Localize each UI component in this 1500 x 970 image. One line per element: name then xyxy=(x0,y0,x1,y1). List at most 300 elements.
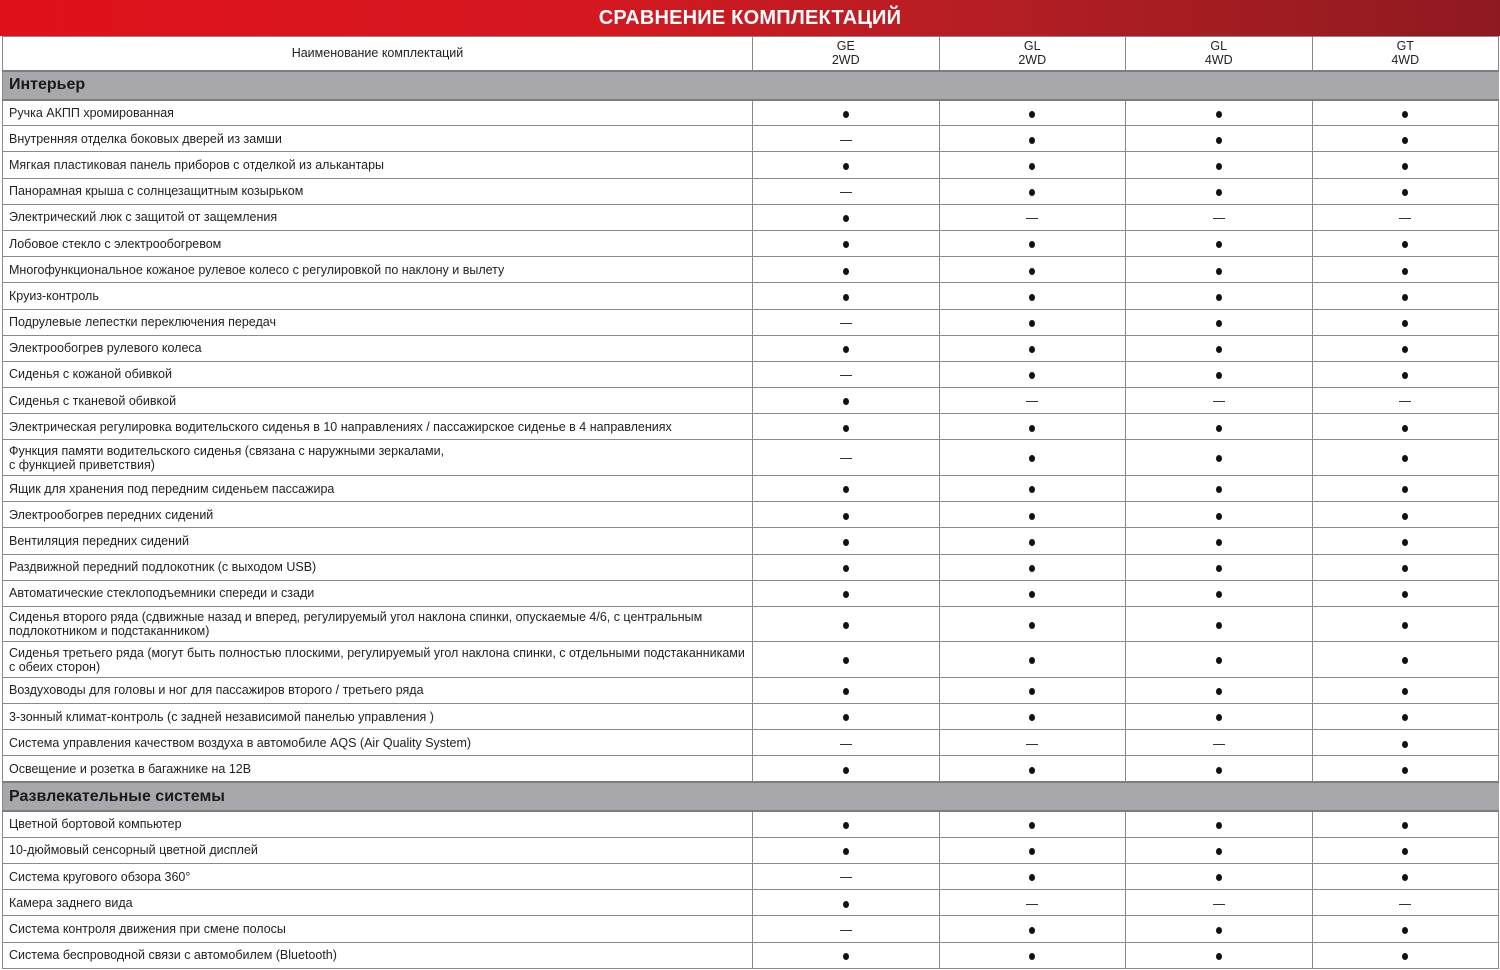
header-variant-gt-4wd xyxy=(1312,37,1499,71)
feature-availability-cell xyxy=(939,388,1126,414)
table-row xyxy=(3,890,1499,916)
feature-name: Ящик для хранения под передним сиденьем пассажира xyxy=(3,475,753,501)
included-dot-icon xyxy=(1029,848,1035,855)
feature-availability-cell xyxy=(753,440,940,476)
feature-name: Функция памяти водительского сиденья (связана с наружными зеркалами, с функцией приветствия) xyxy=(3,440,753,476)
table-row xyxy=(3,309,1499,335)
table-row xyxy=(3,730,1499,756)
not-included-dash-icon xyxy=(1399,401,1411,402)
comparison-table xyxy=(2,36,1499,969)
table-row xyxy=(3,756,1499,782)
feature-availability-cell xyxy=(1312,528,1499,554)
feature-availability-cell xyxy=(939,178,1126,204)
feature-availability-cell xyxy=(939,580,1126,606)
included-dot-icon xyxy=(1402,486,1408,493)
not-included-dash-icon xyxy=(1399,904,1411,905)
included-dot-icon xyxy=(1029,657,1035,664)
included-dot-icon xyxy=(1029,714,1035,721)
included-dot-icon xyxy=(1402,953,1408,960)
feature-name: Камера заднего вида xyxy=(3,890,753,916)
included-dot-icon xyxy=(1216,657,1222,664)
included-dot-icon xyxy=(843,346,849,353)
feature-name: Внутренняя отделка боковых дверей из замши xyxy=(3,126,753,152)
feature-availability-cell xyxy=(1126,730,1313,756)
included-dot-icon xyxy=(1216,486,1222,493)
section-title: Развлекательные системы xyxy=(3,782,753,811)
feature-availability-cell xyxy=(753,178,940,204)
included-dot-icon xyxy=(843,822,849,829)
feature-availability-cell xyxy=(939,335,1126,361)
feature-availability-cell xyxy=(1126,704,1313,730)
title-bar xyxy=(0,0,1500,36)
feature-availability-cell xyxy=(1126,606,1313,642)
table-row xyxy=(3,152,1499,178)
feature-name: Многофункциональное кожаное рулевое колесо с регулировкой по наклону и вылету xyxy=(3,257,753,283)
feature-name: Освещение и розетка в багажнике на 12В xyxy=(3,756,753,782)
feature-availability-cell xyxy=(1312,730,1499,756)
included-dot-icon xyxy=(1216,953,1222,960)
feature-availability-cell xyxy=(939,126,1126,152)
included-dot-icon xyxy=(1029,268,1035,275)
not-included-dash-icon xyxy=(1213,744,1225,745)
feature-availability-cell xyxy=(1126,440,1313,476)
variant-model: GE xyxy=(836,39,855,54)
included-dot-icon xyxy=(1029,111,1035,118)
feature-availability-cell xyxy=(1312,580,1499,606)
table-row xyxy=(3,502,1499,528)
feature-availability-cell xyxy=(753,890,940,916)
table-row xyxy=(3,257,1499,283)
included-dot-icon xyxy=(1216,111,1222,118)
feature-name: Система контроля движения при смене полосы xyxy=(3,916,753,942)
feature-name: Электрообогрев передних сидений xyxy=(3,502,753,528)
feature-name: Сиденья с кожаной обивкой xyxy=(3,361,753,387)
table-row xyxy=(3,864,1499,890)
feature-availability-cell xyxy=(1126,528,1313,554)
feature-availability-cell xyxy=(753,642,940,678)
table-row xyxy=(3,414,1499,440)
feature-availability-cell xyxy=(753,475,940,501)
feature-availability-cell xyxy=(939,916,1126,942)
header-variant-gl-4wd xyxy=(1126,37,1313,71)
table-row xyxy=(3,837,1499,863)
included-dot-icon xyxy=(843,622,849,629)
table-row xyxy=(3,704,1499,730)
included-dot-icon xyxy=(1216,591,1222,598)
feature-availability-cell xyxy=(1126,361,1313,387)
feature-availability-cell xyxy=(939,440,1126,476)
not-included-dash-icon xyxy=(1026,744,1038,745)
included-dot-icon xyxy=(1029,874,1035,881)
table-row xyxy=(3,642,1499,678)
not-included-dash-icon xyxy=(840,877,852,878)
feature-name: Сиденья с тканевой обивкой xyxy=(3,388,753,414)
variant-drive: 4WD xyxy=(1204,53,1233,68)
feature-availability-cell xyxy=(1312,440,1499,476)
feature-availability-cell xyxy=(939,756,1126,782)
feature-availability-cell xyxy=(753,502,940,528)
feature-availability-cell xyxy=(939,309,1126,335)
included-dot-icon xyxy=(843,848,849,855)
included-dot-icon xyxy=(1216,241,1222,248)
feature-availability-cell xyxy=(1126,335,1313,361)
section-header-row xyxy=(3,782,1499,811)
feature-availability-cell xyxy=(753,837,940,863)
feature-availability-cell xyxy=(939,642,1126,678)
feature-availability-cell xyxy=(753,677,940,703)
feature-name: Цветной бортовой компьютер xyxy=(3,811,753,837)
feature-name: Сиденья третьего ряда (могут быть полностью плоскими, регулируемый угол наклона спинки, с отдельными подстаканниками с обеих сторон) xyxy=(3,642,753,678)
section-fill-cell xyxy=(1312,782,1499,811)
feature-availability-cell xyxy=(1126,475,1313,501)
included-dot-icon xyxy=(843,539,849,546)
table-row xyxy=(3,606,1499,642)
feature-availability-cell xyxy=(1312,704,1499,730)
feature-availability-cell xyxy=(939,100,1126,126)
feature-availability-cell xyxy=(1312,837,1499,863)
feature-availability-cell xyxy=(1126,580,1313,606)
feature-availability-cell xyxy=(939,257,1126,283)
feature-availability-cell xyxy=(753,414,940,440)
feature-availability-cell xyxy=(753,811,940,837)
table-row xyxy=(3,942,1499,968)
feature-availability-cell xyxy=(1312,642,1499,678)
included-dot-icon xyxy=(1216,294,1222,301)
feature-availability-cell xyxy=(1126,309,1313,335)
feature-availability-cell xyxy=(1126,126,1313,152)
feature-availability-cell xyxy=(1126,756,1313,782)
section-fill-cell xyxy=(1312,71,1499,100)
feature-availability-cell xyxy=(1126,642,1313,678)
included-dot-icon xyxy=(1402,455,1408,462)
table-row xyxy=(3,475,1499,501)
feature-availability-cell xyxy=(1126,204,1313,230)
not-included-dash-icon xyxy=(1399,218,1411,219)
included-dot-icon xyxy=(1216,137,1222,144)
feature-availability-cell xyxy=(1126,554,1313,580)
feature-availability-cell xyxy=(1126,100,1313,126)
included-dot-icon xyxy=(843,215,849,222)
feature-availability-cell xyxy=(1126,942,1313,968)
feature-availability-cell xyxy=(753,554,940,580)
not-included-dash-icon xyxy=(840,140,852,141)
not-included-dash-icon xyxy=(840,458,852,459)
feature-name: Автоматические стеклоподъемники спереди и сзади xyxy=(3,580,753,606)
feature-availability-cell xyxy=(939,677,1126,703)
included-dot-icon xyxy=(1402,111,1408,118)
table-row xyxy=(3,580,1499,606)
feature-availability-cell xyxy=(1126,502,1313,528)
not-included-dash-icon xyxy=(1026,904,1038,905)
table-row xyxy=(3,283,1499,309)
included-dot-icon xyxy=(1029,294,1035,301)
feature-name: 10-дюймовый сенсорный цветной дисплей xyxy=(3,837,753,863)
included-dot-icon xyxy=(1029,688,1035,695)
included-dot-icon xyxy=(1402,189,1408,196)
included-dot-icon xyxy=(1402,513,1408,520)
table-row xyxy=(3,100,1499,126)
included-dot-icon xyxy=(1402,767,1408,774)
feature-name: Воздуховоды для головы и ног для пассажиров второго / третьего ряда xyxy=(3,677,753,703)
included-dot-icon xyxy=(1216,539,1222,546)
feature-name: Вентиляция передних сидений xyxy=(3,528,753,554)
header-row xyxy=(3,37,1499,71)
feature-availability-cell xyxy=(1126,890,1313,916)
feature-name: Лобовое стекло с электрообогревом xyxy=(3,230,753,256)
feature-availability-cell xyxy=(753,283,940,309)
table-row xyxy=(3,335,1499,361)
not-included-dash-icon xyxy=(840,323,852,324)
feature-availability-cell xyxy=(753,528,940,554)
feature-name: Панорамная крыша с солнцезащитным козырьком xyxy=(3,178,753,204)
included-dot-icon xyxy=(843,486,849,493)
section-fill-cell xyxy=(753,782,940,811)
included-dot-icon xyxy=(843,901,849,908)
feature-name: Система управления качеством воздуха в автомобиле AQS (Air Quality System) xyxy=(3,730,753,756)
included-dot-icon xyxy=(843,111,849,118)
not-included-dash-icon xyxy=(1213,904,1225,905)
feature-availability-cell xyxy=(1312,756,1499,782)
section-title: Интерьер xyxy=(3,71,753,100)
feature-availability-cell xyxy=(1312,502,1499,528)
not-included-dash-icon xyxy=(1213,401,1225,402)
included-dot-icon xyxy=(1402,688,1408,695)
feature-availability-cell xyxy=(1312,388,1499,414)
included-dot-icon xyxy=(1029,346,1035,353)
included-dot-icon xyxy=(1029,241,1035,248)
variant-model: GL xyxy=(1210,39,1228,54)
feature-availability-cell xyxy=(753,204,940,230)
included-dot-icon xyxy=(1029,927,1035,934)
included-dot-icon xyxy=(1402,848,1408,855)
feature-availability-cell xyxy=(939,152,1126,178)
included-dot-icon xyxy=(1402,927,1408,934)
table-row xyxy=(3,440,1499,476)
feature-availability-cell xyxy=(939,864,1126,890)
feature-availability-cell xyxy=(1312,942,1499,968)
not-included-dash-icon xyxy=(840,930,852,931)
feature-name: 3-зонный климат-контроль (с задней независимой панелью управления ) xyxy=(3,704,753,730)
included-dot-icon xyxy=(1402,591,1408,598)
included-dot-icon xyxy=(1216,513,1222,520)
table-row xyxy=(3,677,1499,703)
included-dot-icon xyxy=(1029,320,1035,327)
feature-availability-cell xyxy=(939,204,1126,230)
feature-availability-cell xyxy=(1126,283,1313,309)
feature-name: Сиденья второго ряда (сдвижные назад и вперед, регулируемый угол наклона спинки, опускаемые 4/6, с центральным подлокотником и подстаканником) xyxy=(3,606,753,642)
feature-availability-cell xyxy=(1312,475,1499,501)
feature-availability-cell xyxy=(1312,126,1499,152)
feature-name: Электрический люк с защитой от защемления xyxy=(3,204,753,230)
feature-availability-cell xyxy=(753,916,940,942)
included-dot-icon xyxy=(1216,320,1222,327)
included-dot-icon xyxy=(1402,294,1408,301)
table-row xyxy=(3,554,1499,580)
feature-availability-cell xyxy=(939,942,1126,968)
included-dot-icon xyxy=(1216,268,1222,275)
table-row xyxy=(3,916,1499,942)
feature-availability-cell xyxy=(1312,811,1499,837)
included-dot-icon xyxy=(1216,372,1222,379)
feature-availability-cell xyxy=(753,100,940,126)
feature-availability-cell xyxy=(1312,309,1499,335)
header-name-column: Наименование комплектаций xyxy=(3,37,753,71)
feature-name: Ручка АКПП хромированная xyxy=(3,100,753,126)
page-title: СРАВНЕНИЕ КОМПЛЕКТАЦИЙ xyxy=(598,6,902,29)
feature-availability-cell xyxy=(753,361,940,387)
variant-drive: 2WD xyxy=(1018,53,1047,68)
section-fill-cell xyxy=(1126,782,1313,811)
feature-availability-cell xyxy=(1126,811,1313,837)
feature-availability-cell xyxy=(1312,606,1499,642)
included-dot-icon xyxy=(843,398,849,405)
included-dot-icon xyxy=(843,688,849,695)
feature-availability-cell xyxy=(1312,890,1499,916)
feature-availability-cell xyxy=(1312,554,1499,580)
included-dot-icon xyxy=(1029,622,1035,629)
feature-availability-cell xyxy=(753,335,940,361)
feature-availability-cell xyxy=(753,730,940,756)
feature-availability-cell xyxy=(1312,283,1499,309)
feature-availability-cell xyxy=(939,475,1126,501)
included-dot-icon xyxy=(1402,874,1408,881)
feature-availability-cell xyxy=(1312,677,1499,703)
included-dot-icon xyxy=(1216,927,1222,934)
feature-availability-cell xyxy=(1126,414,1313,440)
feature-name: Раздвижной передний подлокотник (с выходом USB) xyxy=(3,554,753,580)
section-fill-cell xyxy=(939,71,1126,100)
included-dot-icon xyxy=(1029,372,1035,379)
feature-availability-cell xyxy=(939,230,1126,256)
included-dot-icon xyxy=(1402,163,1408,170)
feature-availability-cell xyxy=(1312,916,1499,942)
included-dot-icon xyxy=(1029,565,1035,572)
table-row xyxy=(3,388,1499,414)
feature-availability-cell xyxy=(753,388,940,414)
included-dot-icon xyxy=(843,163,849,170)
feature-availability-cell xyxy=(1126,677,1313,703)
feature-availability-cell xyxy=(753,942,940,968)
included-dot-icon xyxy=(843,425,849,432)
feature-availability-cell xyxy=(1126,837,1313,863)
not-included-dash-icon xyxy=(1026,218,1038,219)
included-dot-icon xyxy=(1029,513,1035,520)
included-dot-icon xyxy=(1216,767,1222,774)
feature-name: Круиз-контроль xyxy=(3,283,753,309)
table-row xyxy=(3,178,1499,204)
included-dot-icon xyxy=(1029,486,1035,493)
feature-availability-cell xyxy=(1126,178,1313,204)
feature-availability-cell xyxy=(1312,230,1499,256)
feature-availability-cell xyxy=(1126,388,1313,414)
included-dot-icon xyxy=(1216,189,1222,196)
feature-name: Подрулевые лепестки переключения передач xyxy=(3,309,753,335)
feature-availability-cell xyxy=(939,704,1126,730)
included-dot-icon xyxy=(1402,346,1408,353)
included-dot-icon xyxy=(1029,539,1035,546)
included-dot-icon xyxy=(1402,372,1408,379)
feature-availability-cell xyxy=(753,152,940,178)
not-included-dash-icon xyxy=(840,192,852,193)
not-included-dash-icon xyxy=(840,375,852,376)
feature-availability-cell xyxy=(1312,335,1499,361)
included-dot-icon xyxy=(843,714,849,721)
included-dot-icon xyxy=(1402,822,1408,829)
included-dot-icon xyxy=(1216,455,1222,462)
feature-availability-cell xyxy=(939,502,1126,528)
feature-availability-cell xyxy=(939,414,1126,440)
included-dot-icon xyxy=(1029,455,1035,462)
included-dot-icon xyxy=(1402,137,1408,144)
feature-availability-cell xyxy=(1312,257,1499,283)
included-dot-icon xyxy=(843,657,849,664)
feature-availability-cell xyxy=(753,756,940,782)
included-dot-icon xyxy=(843,241,849,248)
included-dot-icon xyxy=(1402,425,1408,432)
feature-availability-cell xyxy=(939,811,1126,837)
included-dot-icon xyxy=(843,268,849,275)
included-dot-icon xyxy=(1402,539,1408,546)
feature-availability-cell xyxy=(939,890,1126,916)
included-dot-icon xyxy=(1216,874,1222,881)
included-dot-icon xyxy=(1216,163,1222,170)
feature-name: Электрическая регулировка водительского сиденья в 10 направлениях / пассажирское сиденье в 4 направлениях xyxy=(3,414,753,440)
table-row xyxy=(3,230,1499,256)
feature-availability-cell xyxy=(753,309,940,335)
feature-availability-cell xyxy=(1126,864,1313,890)
feature-availability-cell xyxy=(1126,916,1313,942)
table-row xyxy=(3,361,1499,387)
included-dot-icon xyxy=(1216,714,1222,721)
variant-model: GT xyxy=(1396,39,1414,54)
feature-availability-cell xyxy=(939,554,1126,580)
table-row xyxy=(3,126,1499,152)
variant-drive: 4WD xyxy=(1391,53,1420,68)
feature-availability-cell xyxy=(939,528,1126,554)
feature-availability-cell xyxy=(753,126,940,152)
feature-availability-cell xyxy=(1312,100,1499,126)
feature-availability-cell xyxy=(753,257,940,283)
header-variant-gl-2wd xyxy=(939,37,1126,71)
included-dot-icon xyxy=(843,591,849,598)
feature-availability-cell xyxy=(753,230,940,256)
feature-availability-cell xyxy=(1312,414,1499,440)
feature-availability-cell xyxy=(1312,152,1499,178)
included-dot-icon xyxy=(1029,767,1035,774)
feature-availability-cell xyxy=(1126,257,1313,283)
table-row xyxy=(3,528,1499,554)
included-dot-icon xyxy=(1216,565,1222,572)
included-dot-icon xyxy=(1402,622,1408,629)
feature-availability-cell xyxy=(753,864,940,890)
feature-availability-cell xyxy=(939,606,1126,642)
comparison-table-body xyxy=(3,37,1499,969)
section-fill-cell xyxy=(753,71,940,100)
feature-name: Мягкая пластиковая панель приборов с отделкой из алькантары xyxy=(3,152,753,178)
feature-availability-cell xyxy=(1312,864,1499,890)
feature-availability-cell xyxy=(753,606,940,642)
included-dot-icon xyxy=(1216,688,1222,695)
table-row xyxy=(3,811,1499,837)
included-dot-icon xyxy=(843,565,849,572)
included-dot-icon xyxy=(1029,822,1035,829)
not-included-dash-icon xyxy=(1213,218,1225,219)
included-dot-icon xyxy=(1029,137,1035,144)
included-dot-icon xyxy=(1402,741,1408,748)
included-dot-icon xyxy=(1029,163,1035,170)
feature-name: Система кругового обзора 360° xyxy=(3,864,753,890)
included-dot-icon xyxy=(1402,714,1408,721)
